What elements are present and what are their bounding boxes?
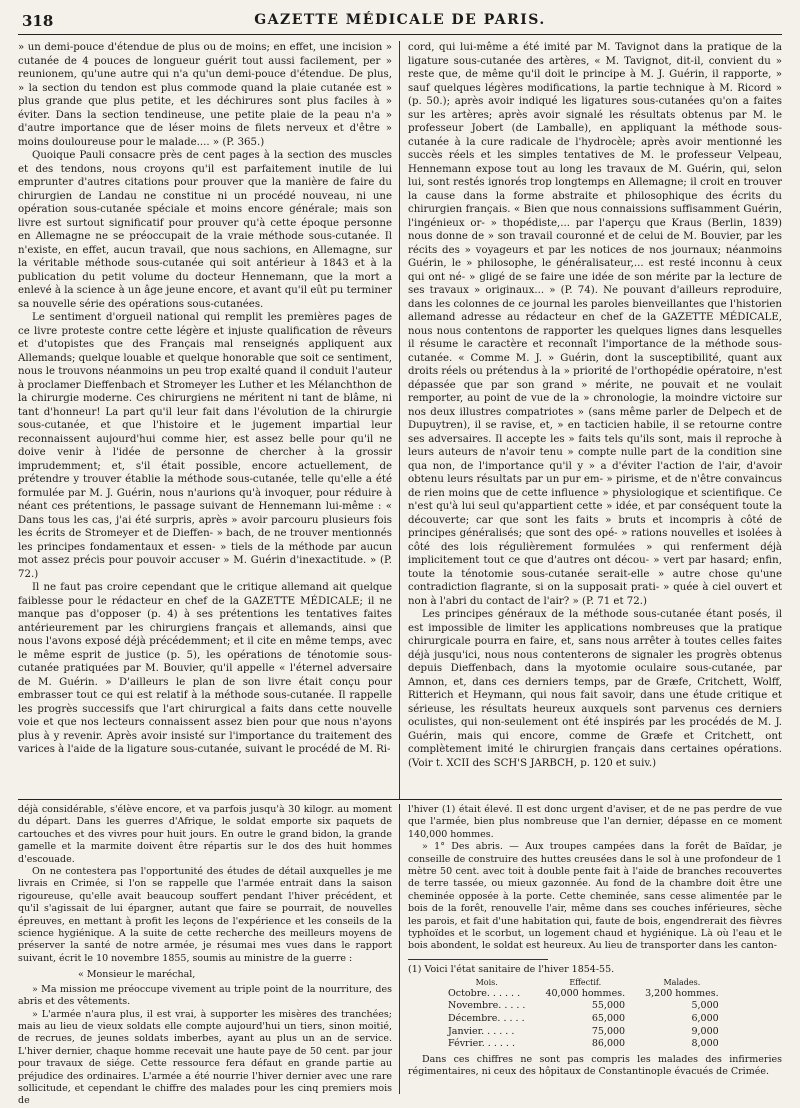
table-cell: 40,000 hommes. xyxy=(545,987,626,999)
table-cell: 6,000 xyxy=(691,1013,719,1025)
table-row xyxy=(438,1000,729,1013)
page-header xyxy=(18,8,782,35)
table-cell: 5,000 xyxy=(691,1000,719,1012)
feuilleton xyxy=(18,804,782,1107)
table-row xyxy=(438,1026,729,1039)
table-cell: Décembre. . . . . xyxy=(448,1013,525,1025)
table-row xyxy=(438,1038,729,1051)
salutation: « Monsieur le maréchal, xyxy=(78,969,196,981)
column-header: Mois. xyxy=(475,977,498,987)
page-number: 318 xyxy=(22,12,54,30)
right-column xyxy=(400,41,782,799)
table-cell: 65,000 xyxy=(591,1013,626,1025)
table-cell: Février. . . . . . xyxy=(448,1038,515,1050)
paragraph: l'hiver (1) était élevé. Il est donc urgent d'aviser, et de ne pas perdre de vue que l'armée, bien plus nombreuse que l'an dernier, dépasse en ce moment 140,000 hommes. xyxy=(408,804,782,840)
paragraph: cord, qui lui-même a été imité par M. Tavignot dans la pratique de la ligature sous-cutanée des artères, « M. Tavignot, dit-il, convient du » reste que, de même qu'il doit le principe à M. J. Guérin, il rapporte, » sauf quelques légères modifications, la partie technique à M. Ricord » (p. 50.); après avoir indiqué les ligatures sous-cutanées qu'on a faites sur les artères; après avoir signalé les résultats obtenus par M. le professeur Jobert (de Lamballe), en appliquant la méthode sous-cutanée à la cure radicale de l'hydrocèle; après avoir mentionné les succès réels et les simples tentatives de M. le professeur Velpeau, Hennemann expose tout au long les travaux de M. Guérin, qui, selon lui, sont restés ignorés trop longtemps en Allemagne; il croit en trouver la cause dans la forme abstraite et philosophique des écrits du chirurgien français. « Bien que nous connaissions suffisamment Guérin, l'ingénieux or- » thopédiste,... par l'aperçu que Kraus (Berlin, 1839) nous donne de » son travail couronné et de celui de M. Bouvier, par les récits des » voyageurs et par les notices de nos journaux; néanmoins Guérin, le » philosophe, le généralisateur,... est resté inconnu à ceux qui ont né- » gligé de se faire une idée de son mérite par la lecture de ses travaux » originaux... » (P. 74). Ne pouvant d'ailleurs reproduire, dans les colonnes de ce journal les paroles bienveillantes que l'historien allemand adresse au rédacteur en chef de la GAZETTE MÉDICALE, nous nous contentons de rapporter les quelques lignes dans lesquelles il résume le caractère et reconnaît l'importance de la méthode sous-cutanée. « Comme M. J. » Guérin, dont la susceptibilité, quant aux droits réels ou prétendus à la » priorité de l'orthopédie opératoire, n'est dépassée que par son grand » mérite, ne pouvait et ne voulait remporter, au point de vue de la » chronologie, la moindre victoire sur nos deux illustres compatriotes » (sans même parler de Delpech et de Dupuytren), il se ravise, et, » en tacticien habile, il se retourne contre ses adversaires. Il accepte les » faits tels qu'ils sont, mais il reproche à leurs auteurs de n'avoir tenu » compte nulle part de la condition sine qua non, de l'importance qu'il y » a d'éviter l'action de l'air, d'avoir obtenu leurs résultats par un pur em- » pirisme, et de n'être convaincus de rien moins que de cette influence » physiologique et scientifique. Ce n'est qu'à lui seul qu'appartient cette » idée, et par conséquent toute la découverte; car que sont les faits » bruts et incompris à côté de principes généralisés; que sont des opé- » rations nouvelles et isolées à côté des lois régulièrement formulées » qui renferment déjà implicitement tout ce que d'autres ont décou- » vert par hasard; enfin, toute la ténotomie sous-cutanée serait-elle » autre chose qu'une contradiction flagrante, si on la supposait prati- » quée à ciel ouvert et non à l'abri du contact de l'air? » (P. 71 et 72.) xyxy=(408,42,782,607)
table-cell: 55,000 xyxy=(591,1000,626,1012)
table-row xyxy=(438,988,729,1001)
paragraph: déjà considérable, s'élève encore, et va parfois jusqu'à 30 kilogr. au moment du départ. Dans les guerres d'Afrique, le soldat emporte six paquets de cartouches et des vivres pour huit jours. En outre le grand bidon, la grande gamelle et la marmite doivent être répartis sur le dos des huit hommes d'escouade. xyxy=(18,804,392,865)
paragraph: Quoique Pauli consacre près de cent pages à la section des muscles et des tendons, nous croyons qu'il est parfaitement inutile de lui emprunter d'autres citations pour prouver que la manière de faire du chirurgien de Landau ne constitue ni un procédé nouveau, ni une opération sous-cutanée spéciale et moins encore générale; mais son livre est surtout significatif pour prouver qu'à cette époque personne en Allemagne ne se préoccupait de la vraie méthode sous-cutanée. Il n'existe, en effet, aucun travail, que nous sachions, en Allemagne, sur la véritable méthode sous-cutanée qui soit antérieur à 1843 et à la publication du petit volume du docteur Hennemann, que la mort a enlevé à la science à un âge jeune encore, et avant qu'il eût pu terminer sa nouvelle série des opérations sous-cutanées. xyxy=(18,150,392,310)
table-cell: 86,000 xyxy=(591,1038,626,1050)
column-header: Malades. xyxy=(663,977,701,987)
table-cell: 3,200 hommes. xyxy=(645,987,719,999)
footnote-title: (1) Voici l'état sanitaire de l'hiver 1854-55. xyxy=(408,963,615,975)
footnote-note: Dans ces chiffres ne sont pas compris les malades des infirmeries régimentaires, ni ceux des hôpitaux de Constantinople évacués de Crimée. xyxy=(408,1053,782,1078)
paragraph: On ne contestera pas l'opportunité des études de détail auxquelles je me livrais en Crimée, si l'on se rappelle que l'armée entrait dans la saison rigoureuse, qu'elle avait beaucoup souffert pendant l'hiver précédent, et qu'il s'agissait de lui épargner, autant que faire se pourrait, de nouvelles épreuves, en mettant à profit les leçons de l'expérience et les conseils de la science hygiénique. A la suite de cette recherche des meilleurs moyens de préserver la santé de notre armée, je résumai mes vues dans le rapport suivant, écrit le 10 novembre 1855, soumis au ministre de la guerre : xyxy=(18,866,392,964)
table-cell: 8,000 xyxy=(691,1038,719,1050)
paragraph: » un demi-pouce d'étendue de plus ou de moins; en effet, une incision » cutanée de 4 pouces de longueur guérit tout aussi facilement, per » reunionem, qu'une autre qui n'a qu'un demi-pouce d'étendue. De plus, » la section du tendon est plus commode quand la plaie cutanée est » plus grande que plus petite, et les déchirures sont plus faciles à » éviter. Dans la section tendineuse, une petite plaie de la peau n'a » d'autre importance que de léser moins de filets nerveux et d'être » moins douloureuse pour le malade.... » (P. 365.) xyxy=(18,42,392,148)
paragraph: Il ne faut pas croire cependant que le critique allemand ait quelque faiblesse pour le rédacteur en chef de la GAZETTE MÉDICALE; il ne manque pas d'opposer (p. 4) à ses prétentions les tentatives faites antérieurement par les chirurgiens français et allemands, ainsi que nous l'avons exposé déjà précédemment; et il cite en même temps, avec le même esprit de justice (p. 5), les opérations de ténotomie sous-cutanée pratiquées par M. Bouvier, qu'il appelle « l'éternel adversaire de M. Guérin. » D'ailleurs le plan de son livre était conçu pour embrasser tout ce qui est relatif à la méthode sous-cutanée. Il rappelle les progrès successifs que l'art chirurgical a faits dans cette nouvelle voie et que nos lecteurs connaissent assez bien pour que nous n'ayons plus à y revenir. Après avoir insisté sur l'importance du traitement des varices à l'aide de la ligature sous-cutanée, suivant le procédé de M. Ri- xyxy=(18,582,392,755)
journal-title: GAZETTE MÉDICALE DE PARIS. xyxy=(254,12,546,28)
bottom-left-column xyxy=(18,804,400,1107)
sanitary-table xyxy=(438,978,729,1051)
table-row xyxy=(438,1013,729,1026)
paragraph: Les principes généraux de la méthode sous-cutanée étant posés, il est impossible de limiter les applications nombreuses que la pratique chirurgicale pourra en faire, et, sans nous arrêter à toutes celles faites déjà jusqu'ici, nous nous contenterons de signaler les progrès obtenus depuis Dieffenbach, dans la myotomie oculaire sous-cutanée, par Amnon, et, dans ces derniers temps, par de Græfe, Critchett, Wolff, Ritterich et Heymann, qui nous fait savoir, dans une étude critique et sérieuse, les résultats heureux auxquels sont parvenus ces derniers oculistes, qui non-seulement ont été inspirés par les procédés de M. J. Guérin, mais qui encore, comme de Græfe et Critchett, ont complètement imité le chirurgien français dans certaines opérations. (Voir t. XCII des SCH'S JARBCH, p. 120 et suiv.) xyxy=(408,609,782,769)
table-cell: Janvier. . . . . . xyxy=(448,1025,515,1037)
footnote-divider xyxy=(408,959,548,960)
table-cell: 9,000 xyxy=(691,1025,719,1037)
paragraph: » Ma mission me préoccupe vivement au triple point de la nourriture, des abris et des vêtements. xyxy=(18,983,392,1008)
paragraph: Le sentiment d'orgueil national qui remplit les premières pages de ce livre proteste contre cette légère et injuste qualification de rêveurs et d'utopistes que des Français mal renseignés appliquent aux Allemands; quelque louable et quelque honorable que soit ce sentiment, nous le trouvons néanmoins un peu trop exalté quand il conduit l'auteur à proclamer Dieffenbach et Stromeyer les Luther et les Mélanchthon de la chirurgie moderne. Ces chirurgiens ne méritent ni tant de blâme, ni tant d'honneur! La part qu'il leur fait dans l'évolution de la chirurgie sous-cutanée, et que l'histoire et le jugement impartial leur reconnaissent aujourd'hui comme hier, est assez belle pour qu'il ne doive venir à l'idée de personne de chercher à la grossir imprudemment; et, s'il était possible, encore actuellement, de prétendre y trouver établie la méthode sous-cutanée, telle qu'elle a été formulée par M. J. Guérin, nous n'aurions qu'à invoquer, pour réduire à néant ces prétentions, le passage suivant de Hennemann lui-même : « Dans tous les cas, j'ai été surpris, après » avoir parcouru plusieurs fois les écrits de Stromeyer et de Dieffen- » bach, de ne trouver mentionnés les principes fondamentaux et essen- » tiels de la méthode par aucun mot assez précis pour pouvoir accuser » M. Guérin d'inexactitude. » (P. 72.) xyxy=(18,312,392,580)
paragraph: » 1° Des abris. — Aux troupes campées dans la forêt de Baïdar, je conseille de construire des huttes creusées dans le sol à une profondeur de 1 mètre 50 cent. avec toit à double pente fait à l'aide de branches recouvertes de terre tassée, ou mieux gazonnée. Au fond de la chambre doit être une cheminée opposée à la porte. Cette cheminée, sans cesse alimentée par le bois de la forêt, renouvelle l'air, même dans ses couches inférieures, sèche les parois, et fait d'une habitation qui, faute de bois, engendrerait des fièvres typhoïdes et le scorbut, un logement chaud et hygiénique. Là où l'eau et le bois abondent, le soldat est heureux. Au lieu de transporter dans les canton- xyxy=(408,841,782,952)
table-cell: Octobre. . . . . . xyxy=(448,987,521,999)
table-cell: 75,000 xyxy=(591,1025,626,1037)
main-article xyxy=(18,41,782,800)
left-column xyxy=(18,41,400,799)
paragraph: » L'armée n'aura plus, il est vrai, à supporter les misères des tranchées; mais au lieu de vieux soldats elle compte aujourd'hui un tiers, sinon moitié, de recrues, de jeunes soldats imberbes, ayant au plus un an de service. L'hiver dernier, chaque homme recevait une haute paye de 50 cent. par jour pour travaux de siége. Cette ressource fera défaut en grande partie au préjudice des ordinaires. L'armée a été nourrie l'hiver dernier avec une rare sollicitude, et cependant le chiffre des malades pour les cinq premiers mois de xyxy=(18,1008,392,1107)
column-header: Effectif. xyxy=(569,977,602,987)
bottom-right-column xyxy=(400,804,782,1094)
table-cell: Novembre. . . . . xyxy=(448,1000,526,1012)
